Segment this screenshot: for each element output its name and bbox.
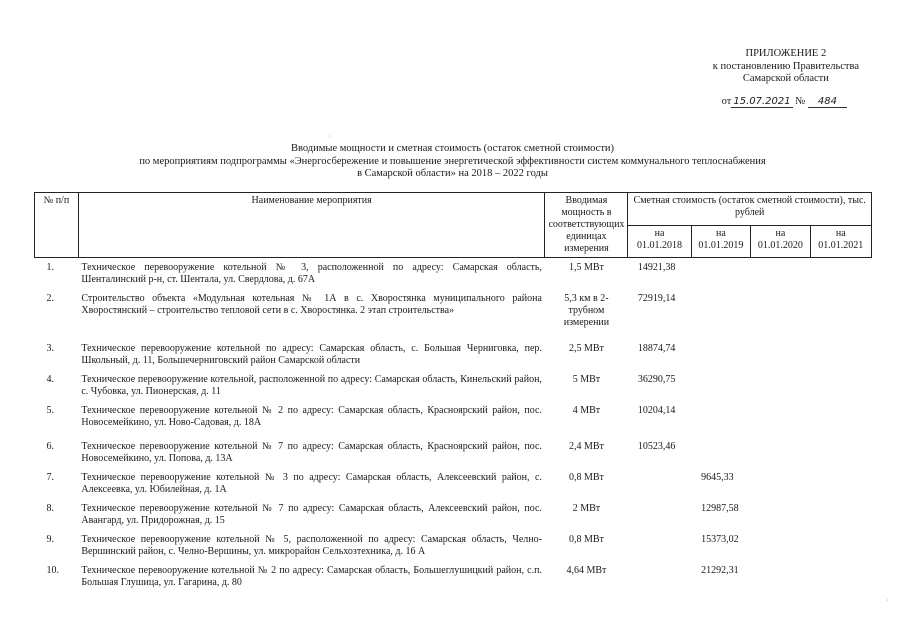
document-title: [0, 143, 905, 181]
row-cost-2020: [751, 258, 810, 290]
row-number: 5.: [46, 405, 54, 416]
row-cost-2021: [810, 401, 871, 437]
row-cost-2019: [691, 401, 750, 437]
row-cost-2021: [810, 561, 871, 592]
table-row: [35, 499, 872, 530]
scan-speck: ·: [328, 132, 331, 141]
table-row: [35, 370, 872, 401]
row-name: Техническое перевооружение котельной № 2 по адресу: Самарская область, Красноярский район, пос. Новосемейкино, ул. Ново-Садовая, д. 18А: [81, 405, 542, 428]
row-power: 5 МВт: [572, 374, 601, 385]
row-cost-2018: [628, 530, 691, 561]
row-cost-2018: 72919,14: [637, 293, 676, 304]
table-row: [35, 401, 872, 437]
row-cost-2018: 14921,38: [637, 262, 676, 273]
row-number: 8.: [46, 503, 54, 514]
row-power: 4 МВт: [572, 405, 601, 416]
row-number: 4.: [46, 374, 54, 385]
appendix-line: Самарской области: [742, 73, 829, 84]
row-cost-2019: [691, 437, 750, 468]
header-cost: Сметная стоимость (остаток сметной стоимости), тыс. рублей: [628, 193, 872, 226]
row-cost-2019: 9645,33: [701, 472, 734, 483]
header-power: Вводимая мощность в соответствующих единицах измерения: [545, 193, 628, 258]
row-power: 2,4 МВт: [568, 441, 604, 452]
row-cost-2021: [810, 370, 871, 401]
row-power: 5,3 км в 2-трубном измерении: [563, 293, 610, 328]
handwritten-date: 15.07.2021: [733, 96, 791, 107]
row-number: 10.: [46, 565, 59, 576]
title-line: по мероприятиям подпрограммы «Энергосбережение и повышение энергетической эффективности систем коммунального теплоснабжения: [139, 155, 766, 167]
row-cost-2018: [628, 561, 691, 592]
table-header-row: [35, 193, 872, 226]
row-name: Техническое перевооружение котельной № 5, расположенной по адресу: Самарская область, Челно-Вершинский район, с. Челно-Вершины, ул. микрорайон Сельхозтехника, д. 16 А: [81, 534, 542, 557]
date-prefix: от: [721, 96, 732, 107]
row-number: 1.: [46, 262, 54, 273]
row-power: 1,5 МВт: [568, 262, 604, 273]
row-cost-2018: [628, 499, 691, 530]
row-name: Техническое перевооружение котельной № 3 по адресу: Самарская область, Алексеевский район, с. Алексеевка, ул. Юбилейная, д. 1А: [81, 472, 542, 495]
row-power: 0,8 МВт: [568, 534, 604, 545]
title-line: Вводимые мощности и сметная стоимость (остаток сметной стоимости): [290, 143, 615, 154]
table-row: [35, 437, 872, 468]
row-cost-2021: [810, 468, 871, 499]
table-row: [35, 258, 872, 290]
row-cost-2021: [810, 530, 871, 561]
row-cost-2019: [691, 258, 750, 290]
row-cost-2021: [810, 437, 871, 468]
header-date-2018: на 01.01.2018: [628, 225, 691, 258]
measures-table: [34, 192, 872, 592]
row-cost-2020: [751, 401, 810, 437]
row-power: 0,8 МВт: [568, 472, 604, 483]
header-name: Наименование мероприятия: [78, 193, 545, 258]
row-cost-2019: [691, 339, 750, 370]
row-cost-2020: [751, 561, 810, 592]
row-cost-2020: [751, 289, 810, 339]
row-number: 3.: [46, 343, 54, 354]
header-date-2021: на 01.01.2021: [810, 225, 871, 258]
row-cost-2019: 21292,31: [701, 565, 739, 576]
scan-speck: ·: [886, 596, 889, 605]
row-number: 6.: [46, 441, 54, 452]
row-power: 4,64 МВт: [566, 565, 607, 576]
row-cost-2020: [751, 530, 810, 561]
row-power: 2 МВт: [572, 503, 601, 514]
row-number: 9.: [46, 534, 54, 545]
row-name: Техническое перевооружение котельной № 7 по адресу: Самарская область, Алексеевский район, пос. Авангард, ул. Придорожная, д. 15: [81, 503, 542, 526]
table-row: [35, 530, 872, 561]
row-cost-2020: [751, 370, 810, 401]
row-cost-2018: [628, 468, 691, 499]
row-cost-2019: [691, 370, 750, 401]
header-date-2020: на 01.01.2020: [751, 225, 810, 258]
row-name: Строительство объекта «Модульная котельная № 1А в с. Хворостянка муниципального района Хворостянский – строительство тепловой сети в с. Хворостянка. 2 этап строительства»: [81, 293, 542, 316]
row-power: 2,5 МВт: [568, 343, 604, 354]
row-cost-2020: [751, 499, 810, 530]
table-row: [35, 468, 872, 499]
row-name: Техническое перевооружение котельной № 2 по адресу: Самарская область, Большеглушицкий район, с.п. Большая Глушица, ул. Гагарина, д. 80: [81, 565, 542, 588]
appendix-line: к постановлению Правительства: [712, 60, 859, 72]
header-date-2019: на 01.01.2019: [691, 225, 750, 258]
row-cost-2019: [691, 289, 750, 339]
row-cost-2019: 12987,58: [701, 503, 739, 514]
table-row: [35, 561, 872, 592]
row-name: Техническое перевооружение котельной, расположенной по адресу: Самарская область, Кинельский район, с. Чубовка, ул. Пионерская, д. 11: [81, 374, 542, 397]
row-cost-2020: [751, 437, 810, 468]
row-cost-2019: 15373,02: [701, 534, 739, 545]
row-cost-2018: 10523,46: [637, 441, 676, 452]
row-cost-2021: [810, 289, 871, 339]
row-cost-2020: [751, 468, 810, 499]
handwritten-number: 484: [808, 96, 847, 108]
appendix-title: ПРИЛОЖЕНИЕ 2: [745, 48, 827, 59]
header-num: № п/п: [35, 193, 79, 258]
row-cost-2021: [810, 339, 871, 370]
row-cost-2021: [810, 499, 871, 530]
title-line: в Самарской области» на 2018 – 2022 годы: [357, 168, 548, 179]
row-number: 7.: [46, 472, 54, 483]
row-cost-2021: [810, 258, 871, 290]
row-number: 2.: [46, 293, 54, 304]
row-cost-2020: [751, 339, 810, 370]
row-cost-2018: 36290,75: [637, 374, 676, 385]
row-name: Техническое перевооружение котельной по адресу: Самарская область, с. Большая Черниговка, пер. Школьный, д. 11, Большечерниговский район Самарской области: [81, 343, 542, 366]
row-name: Техническое перевооружение котельной № 3, расположенной по адресу: Самарская область, Шенталинский р-н, ст. Шентала, ул. Свердлова, д. 67А: [81, 262, 542, 285]
number-label: №: [795, 96, 806, 107]
decree-date-number: [722, 96, 847, 108]
row-cost-2018: 10204,14: [637, 405, 676, 416]
table-row: [35, 339, 872, 370]
row-name: Техническое перевооружение котельной № 7 по адресу: Самарская область, Красноярский район, пос. Новосемейкино, ул. Попова, д. 13А: [81, 441, 542, 464]
row-cost-2018: 18874,74: [637, 343, 676, 354]
appendix-header: [713, 48, 859, 86]
table-row: [35, 289, 872, 339]
